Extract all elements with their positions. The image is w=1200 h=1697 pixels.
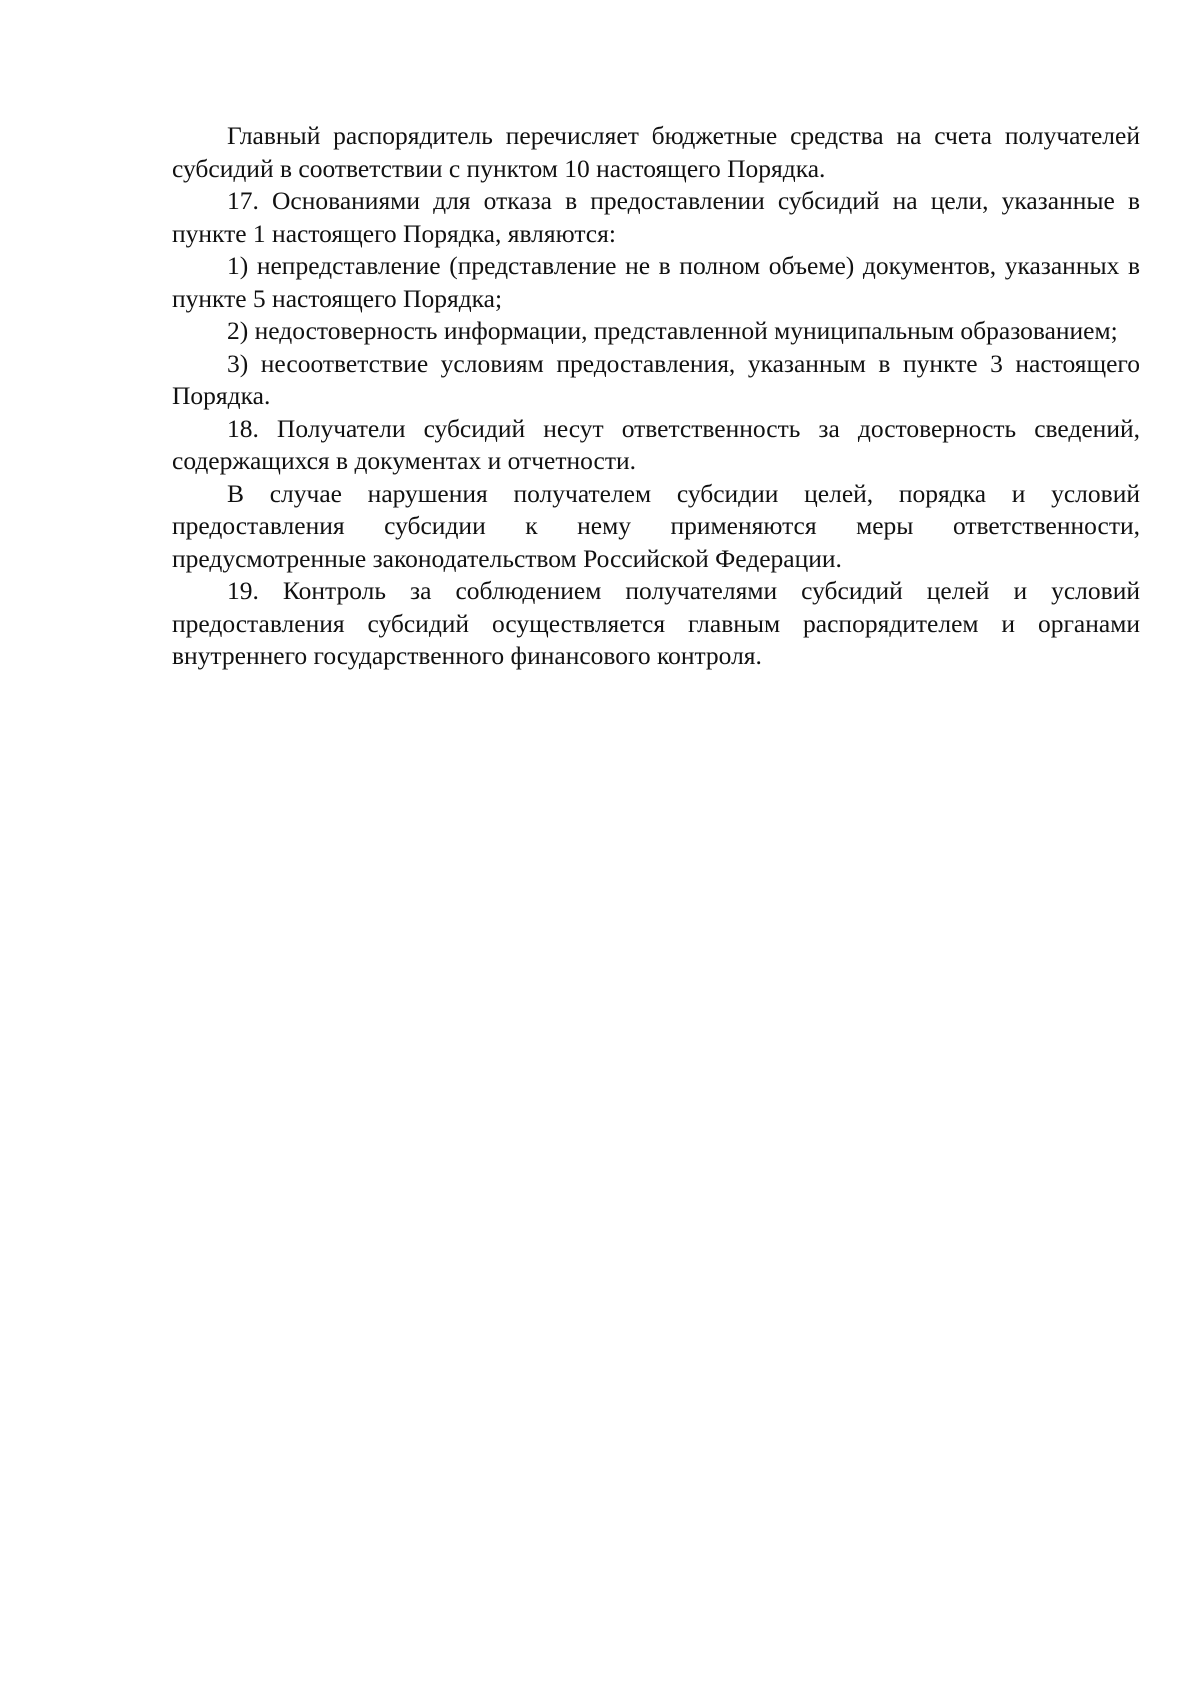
paragraph-17-item-1: 1) непредставление (представление не в полном объеме) документов, указанных в пункте 5 настоящего Порядка;	[172, 251, 1140, 313]
paragraph-17-item-2: 2) недостоверность информации, представленной муниципальным образованием;	[227, 316, 1118, 345]
paragraph-budget-transfer: Главный распорядитель перечисляет бюджетные средства на счета получателей субсидий в соответствии с пунктом 10 настоящего Порядка.	[172, 121, 1140, 183]
paragraph-17-item-3: 3) несоответствие условиям предоставления, указанным в пункте 3 настоящего Порядка.	[172, 348, 1140, 410]
paragraph-19-control: 19. Контроль за соблюдением получателями субсидий целей и условий предоставления субсидий осуществляется главным распорядителем и органами внутреннего государственного финансового контроля.	[172, 576, 1140, 670]
document-body	[172, 120, 1140, 673]
paragraph-17-refusal-grounds: 17. Основаниями для отказа в предоставлении субсидий на цели, указанные в пункте 1 настоящего Порядка, являются:	[172, 186, 1140, 248]
paragraph-18-responsibility: 18. Получатели субсидий несут ответственность за достоверность сведений, содержащихся в документах и отчетности.	[172, 413, 1140, 475]
paragraph-violation-measures: В случае нарушения получателем субсидии целей, порядка и условий предоставления субсидии к нему применяются меры ответственности, предусмотренные законодательством Российской Федерации.	[172, 478, 1140, 573]
